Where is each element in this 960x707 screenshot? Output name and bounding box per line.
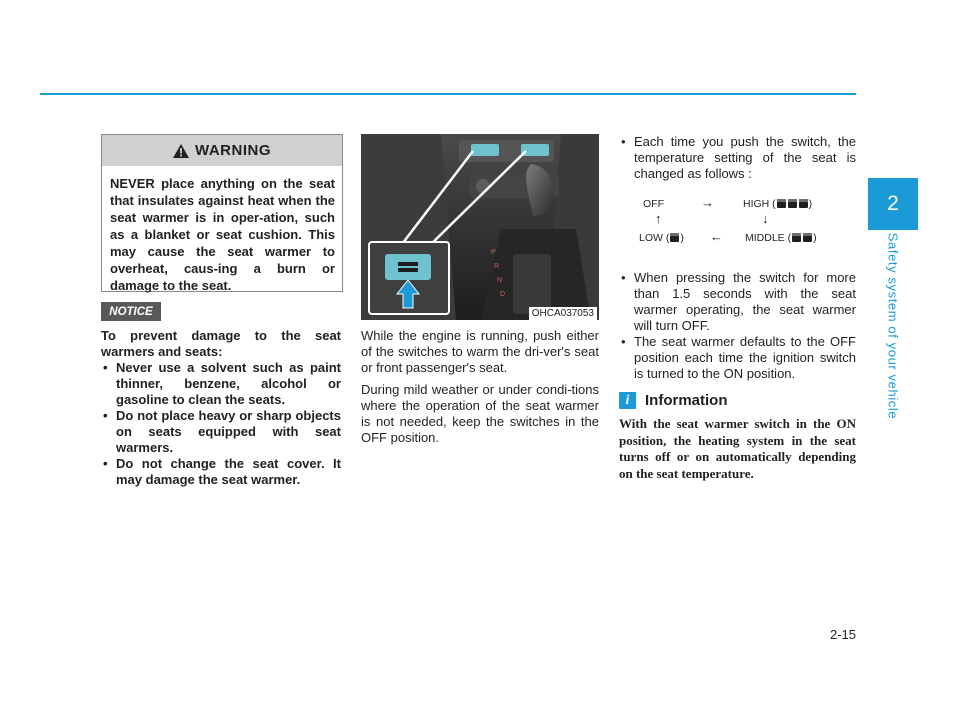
seat-heat-icon [788, 199, 797, 208]
photo-code: OHCA037053 [529, 307, 597, 320]
warning-triangle-icon [173, 144, 189, 158]
seq-close: ) [808, 198, 813, 210]
notice-list [101, 360, 341, 488]
right-list-bottom [619, 270, 856, 382]
seq-arrow-right: → [701, 195, 714, 210]
notice-item: • Never use a solvent such as paint thinner, benzene, alcohol or gasoline to clean the seats. [101, 360, 341, 408]
middle-paragraph: During mild weather or under condi-tions where the operation of the seat warmer is not needed, keep the switches in the OFF position. [361, 382, 599, 445]
console-illustration [361, 134, 599, 320]
notice-intro: To prevent damage to the seat warmers and seats: [101, 328, 341, 359]
information-header [619, 392, 728, 409]
warning-box [101, 134, 343, 292]
temperature-sequence [619, 196, 856, 270]
seq-low [639, 230, 684, 246]
warning-title: WARNING [195, 142, 271, 159]
chapter-number-tab: 2 [868, 178, 918, 230]
warning-text: NEVER place anything on the seat that insulates against heat when the seat warmer is in oper-ation, such as a blanket or seat cushion. This may cause the seat warmer to overheat, caus-ing a burn or damage to the seat. [110, 176, 335, 293]
notice-item: • Do not change the seat cover. It may damage the seat warmer. [101, 456, 341, 488]
seq-arrow-up: ↑ [655, 211, 662, 226]
right-column [619, 134, 856, 382]
seat-warmer-switch-photo [361, 134, 599, 320]
middle-text [361, 328, 599, 452]
svg-text:D: D [500, 291, 506, 298]
warning-header [102, 135, 342, 166]
chapter-title [868, 232, 918, 419]
notice-item: • Do not place heavy or sharp objects on seats equipped with seat warmers. [101, 408, 341, 456]
seat-heat-icon [792, 233, 801, 242]
top-rule [40, 93, 856, 95]
seq-off: OFF [643, 198, 664, 210]
seat-heat-icon [777, 199, 786, 208]
seq-close: ) [680, 232, 684, 244]
svg-text:P: P [491, 249, 496, 256]
right-list-top [619, 134, 856, 182]
right-bullet: • The seat warmer defaults to the OFF position each time the ignition switch is turned to the ON position. [619, 334, 856, 382]
seat-heat-icon [670, 233, 679, 242]
information-title: Information [645, 392, 728, 409]
seq-arrow-left: ← [710, 229, 723, 244]
notice-text [101, 328, 341, 488]
seq-high-label: HIGH ( [743, 198, 776, 210]
information-text: With the seat warmer switch in the ON position, the heating system in the seat turns off or on automatically depending on the seat temperature. [619, 416, 856, 481]
chapter-title-text: Safety system of your vehicle [885, 232, 901, 419]
info-icon: i [619, 392, 636, 409]
svg-text:R: R [494, 263, 500, 270]
right-bullet: • Each time you push the switch, the temperature setting of the seat is changed as follows : [619, 134, 856, 182]
page-number: 2-15 [829, 627, 856, 642]
seat-heat-icon [799, 199, 808, 208]
seq-high [743, 196, 812, 212]
middle-paragraph: While the engine is running, push either of the switches to warm the dri-ver's seat or front passenger's seat. [361, 328, 599, 375]
seq-arrow-down: ↓ [762, 211, 769, 226]
seat-heat-icon [803, 233, 812, 242]
seq-middle [745, 230, 817, 246]
seq-close: ) [813, 232, 817, 244]
seq-low-label: LOW ( [639, 232, 670, 244]
svg-text:N: N [497, 277, 503, 284]
notice-badge: NOTICE [101, 302, 161, 321]
seq-middle-label: MIDDLE ( [745, 232, 792, 244]
right-bullet: • When pressing the switch for more than 1.5 seconds with the seat warmer operating, the seat warmer will turn OFF. [619, 270, 856, 334]
